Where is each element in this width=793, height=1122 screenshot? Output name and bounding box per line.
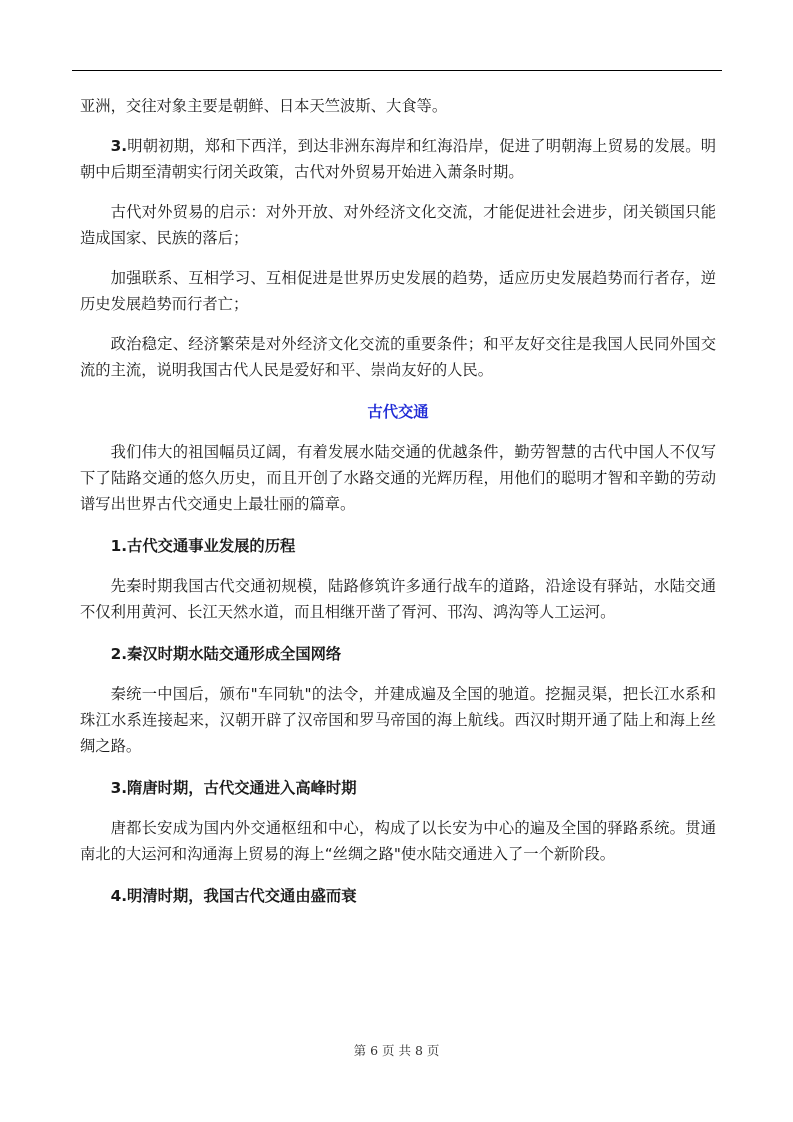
transport-paragraph-2: 秦统一中国后，颁布"车同轨"的法令，并建成遍及全国的驰道。挖掘灵渠，把长江水系和珠江水系连接起来，汉朝开辟了汉帝国和罗马帝国的海上航线。西汉时期开通了陆上和海上丝绸之路。 <box>80 685 716 755</box>
trade-paragraph-2 <box>80 133 716 185</box>
trade-paragraph-3: 古代对外贸易的启示：对外开放、对外经济文化交流，才能促进社会进步，闭关锁国只能造成国家、民族的落后； <box>80 203 716 247</box>
document-body <box>80 93 716 909</box>
trade-paragraph-1: 亚洲，交往对象主要是朝鲜、日本天竺波斯、大食等。 <box>80 97 448 115</box>
page-number: 第 6 页 共 8 页 <box>353 1043 440 1058</box>
transport-heading-3: 3.隋唐时期，古代交通进入高峰时期 <box>110 779 357 797</box>
transport-paragraph-3: 唐都长安成为国内外交通枢纽和中心，构成了以长安为中心的遍及全国的驿路系统。贯通南北的大运河和沟通海上贸易的海上“丝绸之路"使水陆交通进入了一个新阶段。 <box>80 819 716 863</box>
section-title-ancient-transport: 古代交通 <box>367 403 429 421</box>
header-rule <box>72 70 722 71</box>
trade-paragraph-2-text: 明朝初期，郑和下西洋，到达非洲东海岸和红海沿岸，促进了明朝海上贸易的发展。明朝中后期至清朝实行闭关政策，古代对外贸易开始进入萧条时期。 <box>80 137 716 181</box>
transport-intro-paragraph: 我们伟大的祖国幅员辽阔，有着发展水陆交通的优越条件，勤劳智慧的古代中国人不仅写下了陆路交通的悠久历史，而且开创了水路交通的光辉历程，用他们的聪明才智和辛勤的劳动谱写出世界古代交通史上最壮丽的篇章。 <box>80 443 716 513</box>
transport-paragraph-1: 先秦时期我国古代交通初规模，陆路修筑许多通行战车的道路，沿途设有驿站，水陆交通不仅利用黄河、长江天然水道，而且相继开凿了胥河、邗沟、鸿沟等人工运河。 <box>80 577 716 621</box>
trade-paragraph-4: 加强联系、互相学习、互相促进是世界历史发展的趋势，适应历史发展趋势而行者存，逆历史发展趋势而行者亡； <box>80 269 716 313</box>
transport-heading-2: 2.秦汉时期水陆交通形成全国网络 <box>110 645 342 663</box>
transport-heading-4: 4.明清时期，我国古代交通由盛而衰 <box>110 887 357 905</box>
trade-item-number: 3. <box>110 137 128 155</box>
trade-paragraph-5: 政治稳定、经济繁荣是对外经济文化交流的重要条件；和平友好交往是我国人民同外国交流的主流，说明我国古代人民是爱好和平、崇尚友好的人民。 <box>80 335 716 379</box>
transport-heading-1: 1.古代交通事业发展的历程 <box>110 537 296 555</box>
